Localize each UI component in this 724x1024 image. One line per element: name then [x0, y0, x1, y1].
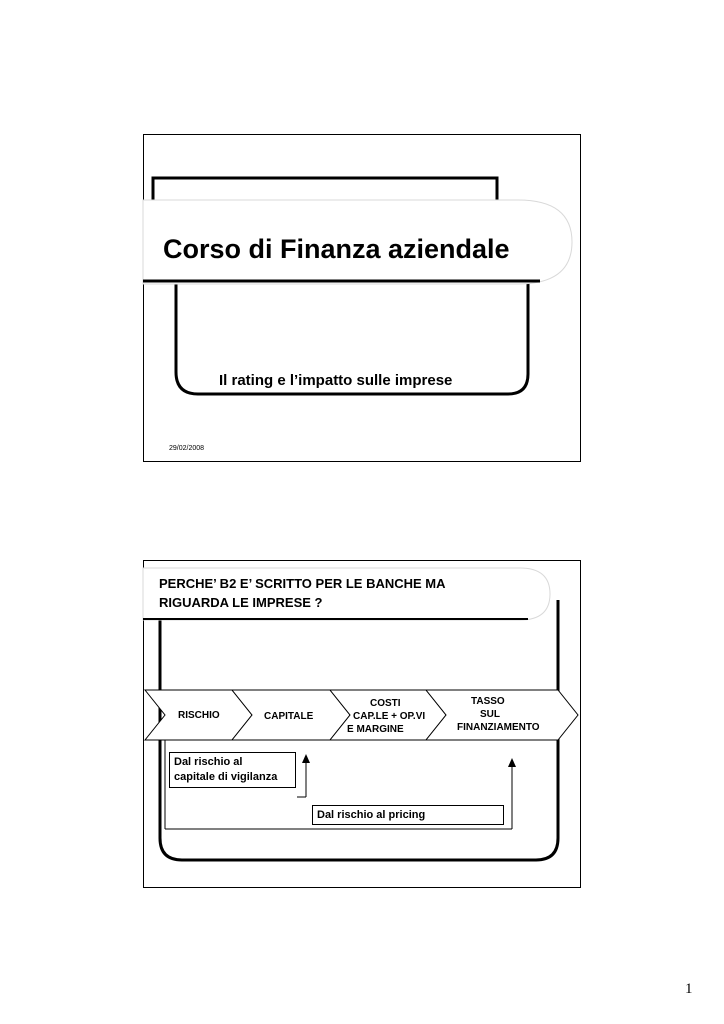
box-rischio-vigilanza-line-1: Dal rischio al	[174, 756, 243, 768]
step-costi-label-1: COSTI	[370, 698, 401, 709]
step-costi-label-3: E MARGINE	[347, 724, 404, 735]
step-tasso-label-1: TASSO	[471, 696, 505, 707]
step-costi-label-2: CAP.LE + OP.VI	[353, 711, 426, 722]
box-rischio-pricing-label: Dal rischio al pricing	[317, 809, 426, 821]
slide-1-subtitle: Il rating e l’impatto sulle imprese	[219, 372, 453, 389]
arrow-up-icon	[508, 758, 516, 767]
slide-2-heading-line-2: RIGUARDA LE IMPRESE ?	[159, 595, 323, 610]
arrow-up-icon	[302, 754, 310, 763]
slide-1-date: 29/02/2008	[169, 445, 205, 452]
page-number: 1	[685, 981, 693, 997]
step-tasso-label-3: FINANZIAMENTO	[457, 722, 540, 733]
slide-2-heading-line-1: PERCHE’ B2 E’ SCRITTO PER LE BANCHE MA	[159, 576, 446, 591]
box-rischio-vigilanza-line-2: capitale di vigilanza	[174, 771, 278, 783]
box-rischio-vigilanza	[169, 752, 296, 788]
step-tasso-label-2: SUL	[480, 709, 500, 720]
slide-1-title: Corso di Finanza aziendale	[163, 234, 510, 264]
box-rischio-pricing	[312, 805, 504, 825]
step-rischio-label: RISCHIO	[178, 710, 220, 721]
step-capitale-label: CAPITALE	[264, 711, 314, 722]
